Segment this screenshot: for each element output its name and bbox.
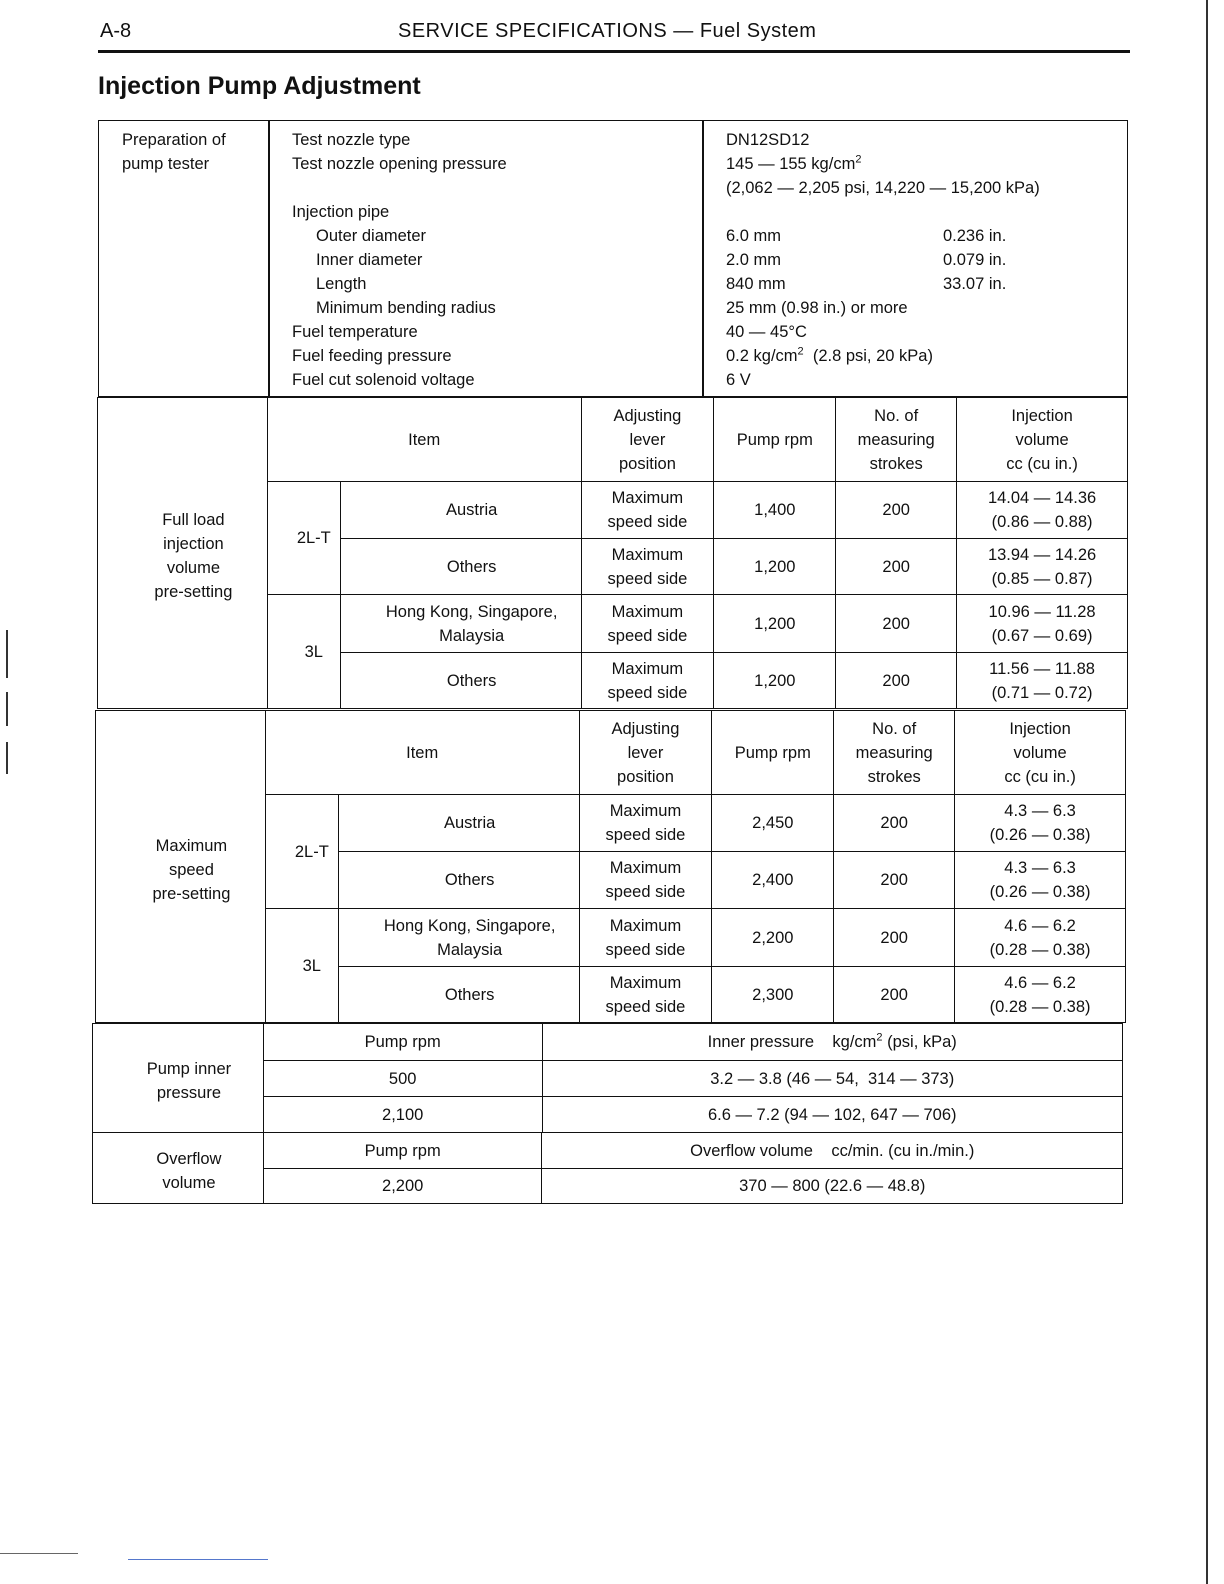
prep-divider-1 xyxy=(268,120,270,397)
feed-pressure-value: 0.2 $kg/cm^2$ (2.8 psi, 20 kPa) xyxy=(726,345,933,365)
market-cell: Hong Kong, Singapore, Malaysia xyxy=(338,909,579,967)
lever-cell: Maximum speed side xyxy=(581,595,714,653)
engine-cell: 2L-T xyxy=(265,795,338,909)
rpm-cell: 2,100 xyxy=(263,1097,542,1133)
header-rpm: Pump rpm xyxy=(712,711,834,795)
volume-cell: 4.6 — 6.2 (0.28 — 0.38) xyxy=(955,909,1126,967)
rpm-cell: 2,200 xyxy=(712,909,834,967)
page-header xyxy=(98,18,1130,53)
rpm-cell: 1,200 xyxy=(714,595,836,653)
bending-radius-label: Minimum bending radius xyxy=(316,299,496,317)
test-nozzle-type-value: DN12SD12 xyxy=(726,131,810,149)
test-nozzle-pressure-value: 145 — 155 $kg/cm^2$ xyxy=(726,153,862,173)
inner-diameter-label: Inner diameter xyxy=(316,251,423,269)
header-lever: Adjusting lever position xyxy=(579,711,712,795)
strokes-cell: 200 xyxy=(834,852,955,909)
rpm-cell: 1,200 xyxy=(714,653,836,709)
pressure-cell: 6.6 — 7.2 (94 — 102, 647 — 706) xyxy=(542,1097,1123,1133)
feed-pressure-label: Fuel feeding pressure xyxy=(292,347,452,365)
lever-cell: Maximum speed side xyxy=(581,653,714,709)
header-item: Item xyxy=(267,398,581,482)
volume-cell: 4.6 — 6.2 (0.28 — 0.38) xyxy=(955,967,1126,1023)
lever-cell: Maximum speed side xyxy=(579,795,712,852)
margin-mark xyxy=(6,742,8,774)
prep-values xyxy=(726,128,1040,392)
solenoid-value: 6 V xyxy=(726,371,751,389)
full-load-label: Full load injection volume pre-setting xyxy=(98,398,268,709)
rpm-cell: 1,400 xyxy=(714,482,836,539)
strokes-cell: 200 xyxy=(836,539,957,595)
strokes-cell: 200 xyxy=(836,595,957,653)
solenoid-label: Fuel cut solenoid voltage xyxy=(292,371,475,389)
lever-cell: Maximum speed side xyxy=(579,852,712,909)
header-overflow: Overflow volume cc/min. (cu in./min.) xyxy=(542,1133,1123,1169)
max-speed-table xyxy=(95,710,1126,1023)
footer-rule xyxy=(0,1553,78,1554)
test-nozzle-pressure-label: Test nozzle opening pressure xyxy=(292,155,507,173)
margin-mark xyxy=(6,630,8,678)
volume-cell: 4.3 — 6.3 (0.26 — 0.38) xyxy=(955,795,1126,852)
overflow-cell: 370 — 800 (22.6 — 48.8) xyxy=(542,1169,1123,1204)
rpm-cell: 2,450 xyxy=(712,795,834,852)
prep-divider-2 xyxy=(702,120,704,397)
header-volume: Injection volume cc (cu in.) xyxy=(955,711,1126,795)
header-lever: Adjusting lever position xyxy=(581,398,714,482)
lever-cell: Maximum speed side xyxy=(581,482,714,539)
running-head: SERVICE SPECIFICATIONS — Fuel System xyxy=(398,20,817,42)
prep-items xyxy=(292,128,507,392)
volume-cell: 11.56 — 11.88 (0.71 — 0.72) xyxy=(957,653,1128,709)
header-inner-pressure: Inner pressure $kg/cm^2$ (psi, kPa) xyxy=(542,1024,1123,1061)
test-nozzle-pressure-value2: (2,062 — 2,205 psi, 14,220 — 15,200 kPa) xyxy=(726,179,1040,197)
rpm-cell: 2,400 xyxy=(712,852,834,909)
inner-pressure-label: Pump inner pressure xyxy=(93,1024,264,1133)
market-cell: Austria xyxy=(340,482,581,539)
lever-cell: Maximum speed side xyxy=(579,909,712,967)
test-nozzle-type-label: Test nozzle type xyxy=(292,131,411,149)
length-label: Length xyxy=(316,275,367,293)
full-load-table xyxy=(97,397,1128,709)
pressure-cell: 3.2 — 3.8 (46 — 54, 314 — 373) xyxy=(542,1061,1123,1097)
margin-mark xyxy=(6,692,8,726)
market-cell: Others xyxy=(338,852,579,909)
outer-diameter-label: Outer diameter xyxy=(316,227,427,245)
header-rpm: Pump rpm xyxy=(263,1024,542,1061)
market-cell: Hong Kong, Singapore, Malaysia xyxy=(340,595,581,653)
strokes-cell: 200 xyxy=(834,909,955,967)
fuel-temp-label: Fuel temperature xyxy=(292,323,418,341)
engine-cell: 3L xyxy=(265,909,338,1023)
rpm-cell: 2,200 xyxy=(263,1169,542,1204)
volume-cell: 14.04 — 14.36 (0.86 — 0.88) xyxy=(957,482,1128,539)
strokes-cell: 200 xyxy=(834,795,955,852)
engine-cell: 3L xyxy=(267,595,340,709)
market-cell: Others xyxy=(338,967,579,1023)
engine-cell: 2L-T xyxy=(267,482,340,595)
strokes-cell: 200 xyxy=(834,967,955,1023)
lever-cell: Maximum speed side xyxy=(579,967,712,1023)
fuel-temp-value: 40 — 45°C xyxy=(726,323,807,341)
right-edge-line xyxy=(1206,0,1208,1584)
length-value: 840 mm 33.07 in. xyxy=(726,275,1007,293)
header-rpm: Pump rpm xyxy=(263,1133,542,1169)
header-rpm: Pump rpm xyxy=(714,398,836,482)
lever-cell: Maximum speed side xyxy=(581,539,714,595)
market-cell: Others xyxy=(340,539,581,595)
footer-rule xyxy=(128,1559,268,1560)
overflow-table xyxy=(92,1132,1123,1204)
header-strokes: No. of measuring strokes xyxy=(834,711,955,795)
injection-pipe-label: Injection pipe xyxy=(292,203,390,221)
inner-diameter-value: 2.0 mm 0.079 in. xyxy=(726,251,1007,269)
market-cell: Others xyxy=(340,653,581,709)
prep-label: Preparation of pump tester xyxy=(122,131,226,173)
header-item: Item xyxy=(265,711,579,795)
volume-cell: 10.96 — 11.28 (0.67 — 0.69) xyxy=(957,595,1128,653)
page-number: A-8 xyxy=(100,20,132,42)
section-title: Injection Pump Adjustment xyxy=(98,72,421,100)
max-speed-label: Maximum speed pre-setting xyxy=(96,711,266,1023)
bending-radius-value: 25 mm (0.98 in.) or more xyxy=(726,299,908,317)
market-cell: Austria xyxy=(338,795,579,852)
volume-cell: 4.3 — 6.3 (0.26 — 0.38) xyxy=(955,852,1126,909)
strokes-cell: 200 xyxy=(836,653,957,709)
rpm-cell: 1,200 xyxy=(714,539,836,595)
rpm-cell: 2,300 xyxy=(712,967,834,1023)
outer-diameter-value: 6.0 mm 0.236 in. xyxy=(726,227,1007,245)
overflow-label: Overflow volume xyxy=(93,1133,264,1204)
rpm-cell: 500 xyxy=(263,1061,542,1097)
volume-cell: 13.94 — 14.26 (0.85 — 0.87) xyxy=(957,539,1128,595)
header-volume: Injection volume cc (cu in.) xyxy=(957,398,1128,482)
strokes-cell: 200 xyxy=(836,482,957,539)
inner-pressure-table xyxy=(92,1023,1123,1133)
header-strokes: No. of measuring strokes xyxy=(836,398,957,482)
